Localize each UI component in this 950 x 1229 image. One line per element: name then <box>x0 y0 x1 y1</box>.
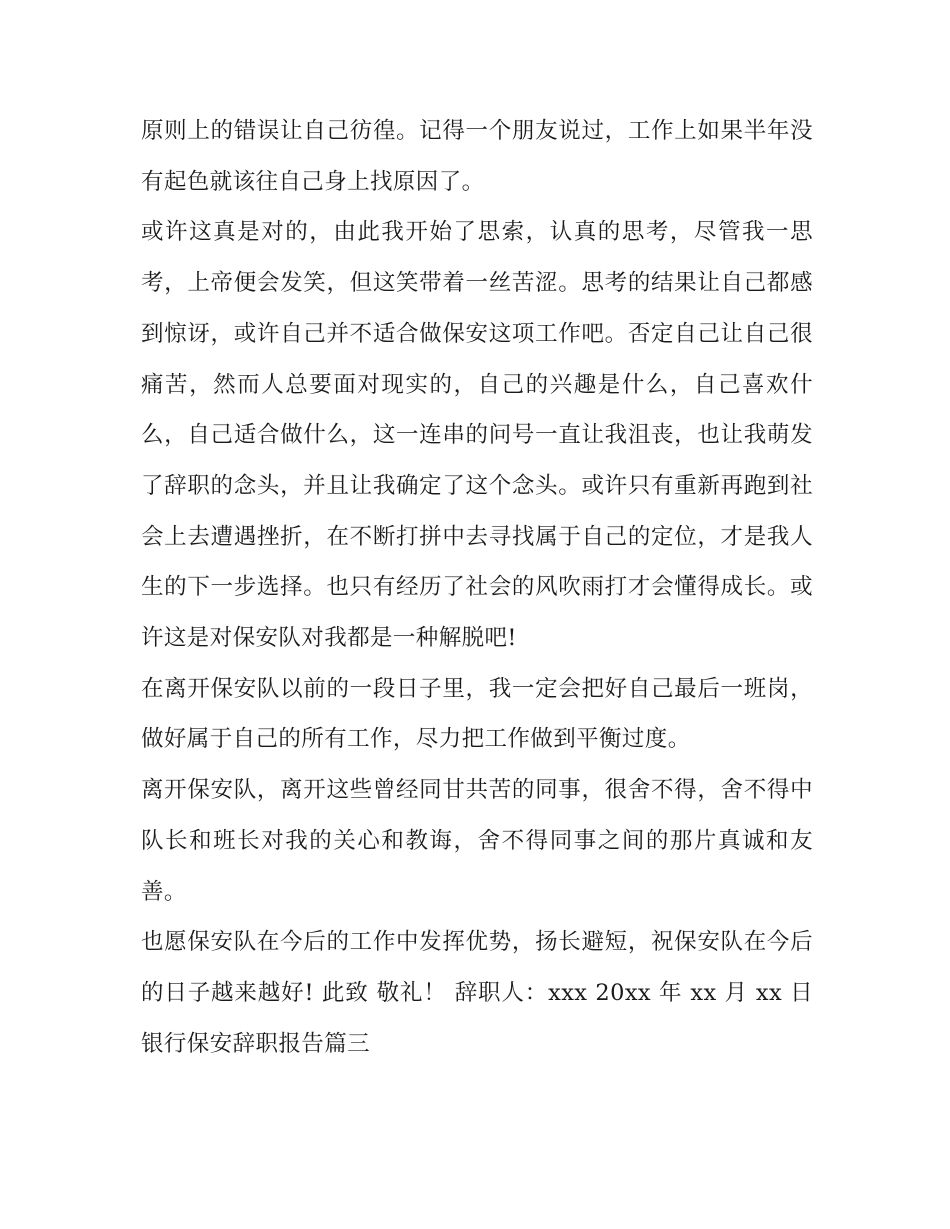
paragraph-3: 在离开保安队以前的一段日子里，我一定会把好自己最后一班岗，做好属于自己的所有工作，尽力把工作做到平衡过度。 <box>141 675 813 753</box>
paragraph-5: 也愿保安队在今后的工作中发挥优势，扬长避短，祝保安队在今后的日子越来越好! 此致 敬礼！ 辞职人：xxx 20xx 年 xx 月 xx 日 银行保安辞职报告篇三 <box>141 929 813 1057</box>
paragraph-2: 或许这真是对的，由此我开始了思索，认真的思考，尽管我一思考，上帝便会发笑，但这笑带着一丝苦涩。思考的结果让自己都感到惊讶，或许自己并不适合做保安这项工作吧。否定自己让自己很痛苦，然而人总要面对现实的，自己的兴趣是什么，自己喜欢什么，自己适合做什么，这一连串的问号一直让我沮丧，也让我萌发了辞职的念头，并且让我确定了这个念头。或许只有重新再跑到社会上去遭遇挫折，在不断打拼中去寻找属于自己的定位，才是我人生的下一步选择。也只有经历了社会的风吹雨打才会懂得成长。或许这是对保安队对我都是一种解脱吧! <box>141 219 813 652</box>
document-body <box>141 106 813 1069</box>
paragraph-1: 原则上的错误让自己彷徨。记得一个朋友说过，工作上如果半年没有起色就该往自己身上找原因了。 <box>141 118 813 195</box>
paragraph-4: 离开保安队，离开这些曾经同甘共苦的同事，很舍不得，舍不得中队长和班长对我的关心和教诲，舍不得同事之间的那片真诚和友善。 <box>141 777 813 905</box>
